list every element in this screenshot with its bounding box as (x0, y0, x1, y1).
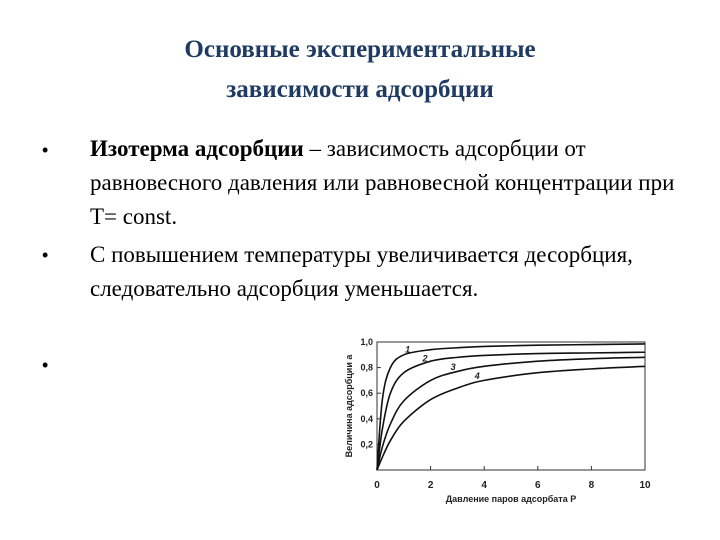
title-line-1: Основные экспериментальные (184, 36, 536, 63)
series-line-3 (377, 357, 645, 470)
series-line-4 (377, 366, 645, 470)
chart-series (377, 344, 645, 470)
bullet-marker-2: • (42, 245, 49, 265)
series-label-2: 2 (422, 353, 428, 364)
bullet-marker-3: • (42, 355, 49, 375)
bullet-text-2: С повышением температуры увеличивается десорбция, следовательно адсорбция уменьшается. (90, 242, 633, 301)
x-tick-label: 4 (481, 480, 487, 491)
title-line-2: зависимости адсорбции (226, 76, 494, 103)
slide-title (60, 30, 660, 110)
x-tick-label: 2 (427, 480, 434, 491)
y-tick-label: 0,4 (360, 413, 373, 424)
y-tick-label: 0,6 (360, 388, 373, 399)
plot-frame (377, 342, 645, 470)
y-tick-label: 1,0 (360, 337, 373, 347)
y-axis-label: Величина адсорбции a (344, 354, 354, 458)
series-label-1: 1 (405, 344, 411, 355)
y-tick-label: 0,8 (360, 362, 373, 373)
term-definition: – зависимость адсорбции от равновесного давления или равновесной концентрации при T= const. (90, 136, 675, 229)
series-line-2 (377, 352, 645, 470)
series-label-4: 4 (474, 371, 480, 382)
chart-axes (344, 337, 651, 504)
x-tick-label: 0 (374, 480, 380, 491)
x-tick-label: 8 (588, 480, 595, 491)
adsorption-isotherm-chart (340, 320, 670, 510)
x-axis-label: Давление паров адсорбата P (445, 494, 577, 504)
series-label-3: 3 (450, 362, 456, 373)
bullet-text-1 (90, 132, 690, 234)
y-tick-label: 0,2 (360, 439, 373, 450)
bullet-marker-1: • (42, 140, 49, 160)
x-tick-label: 6 (535, 480, 541, 491)
term-bold: Изотерма адсорбции (90, 136, 304, 161)
x-tick-label: 10 (639, 480, 651, 491)
